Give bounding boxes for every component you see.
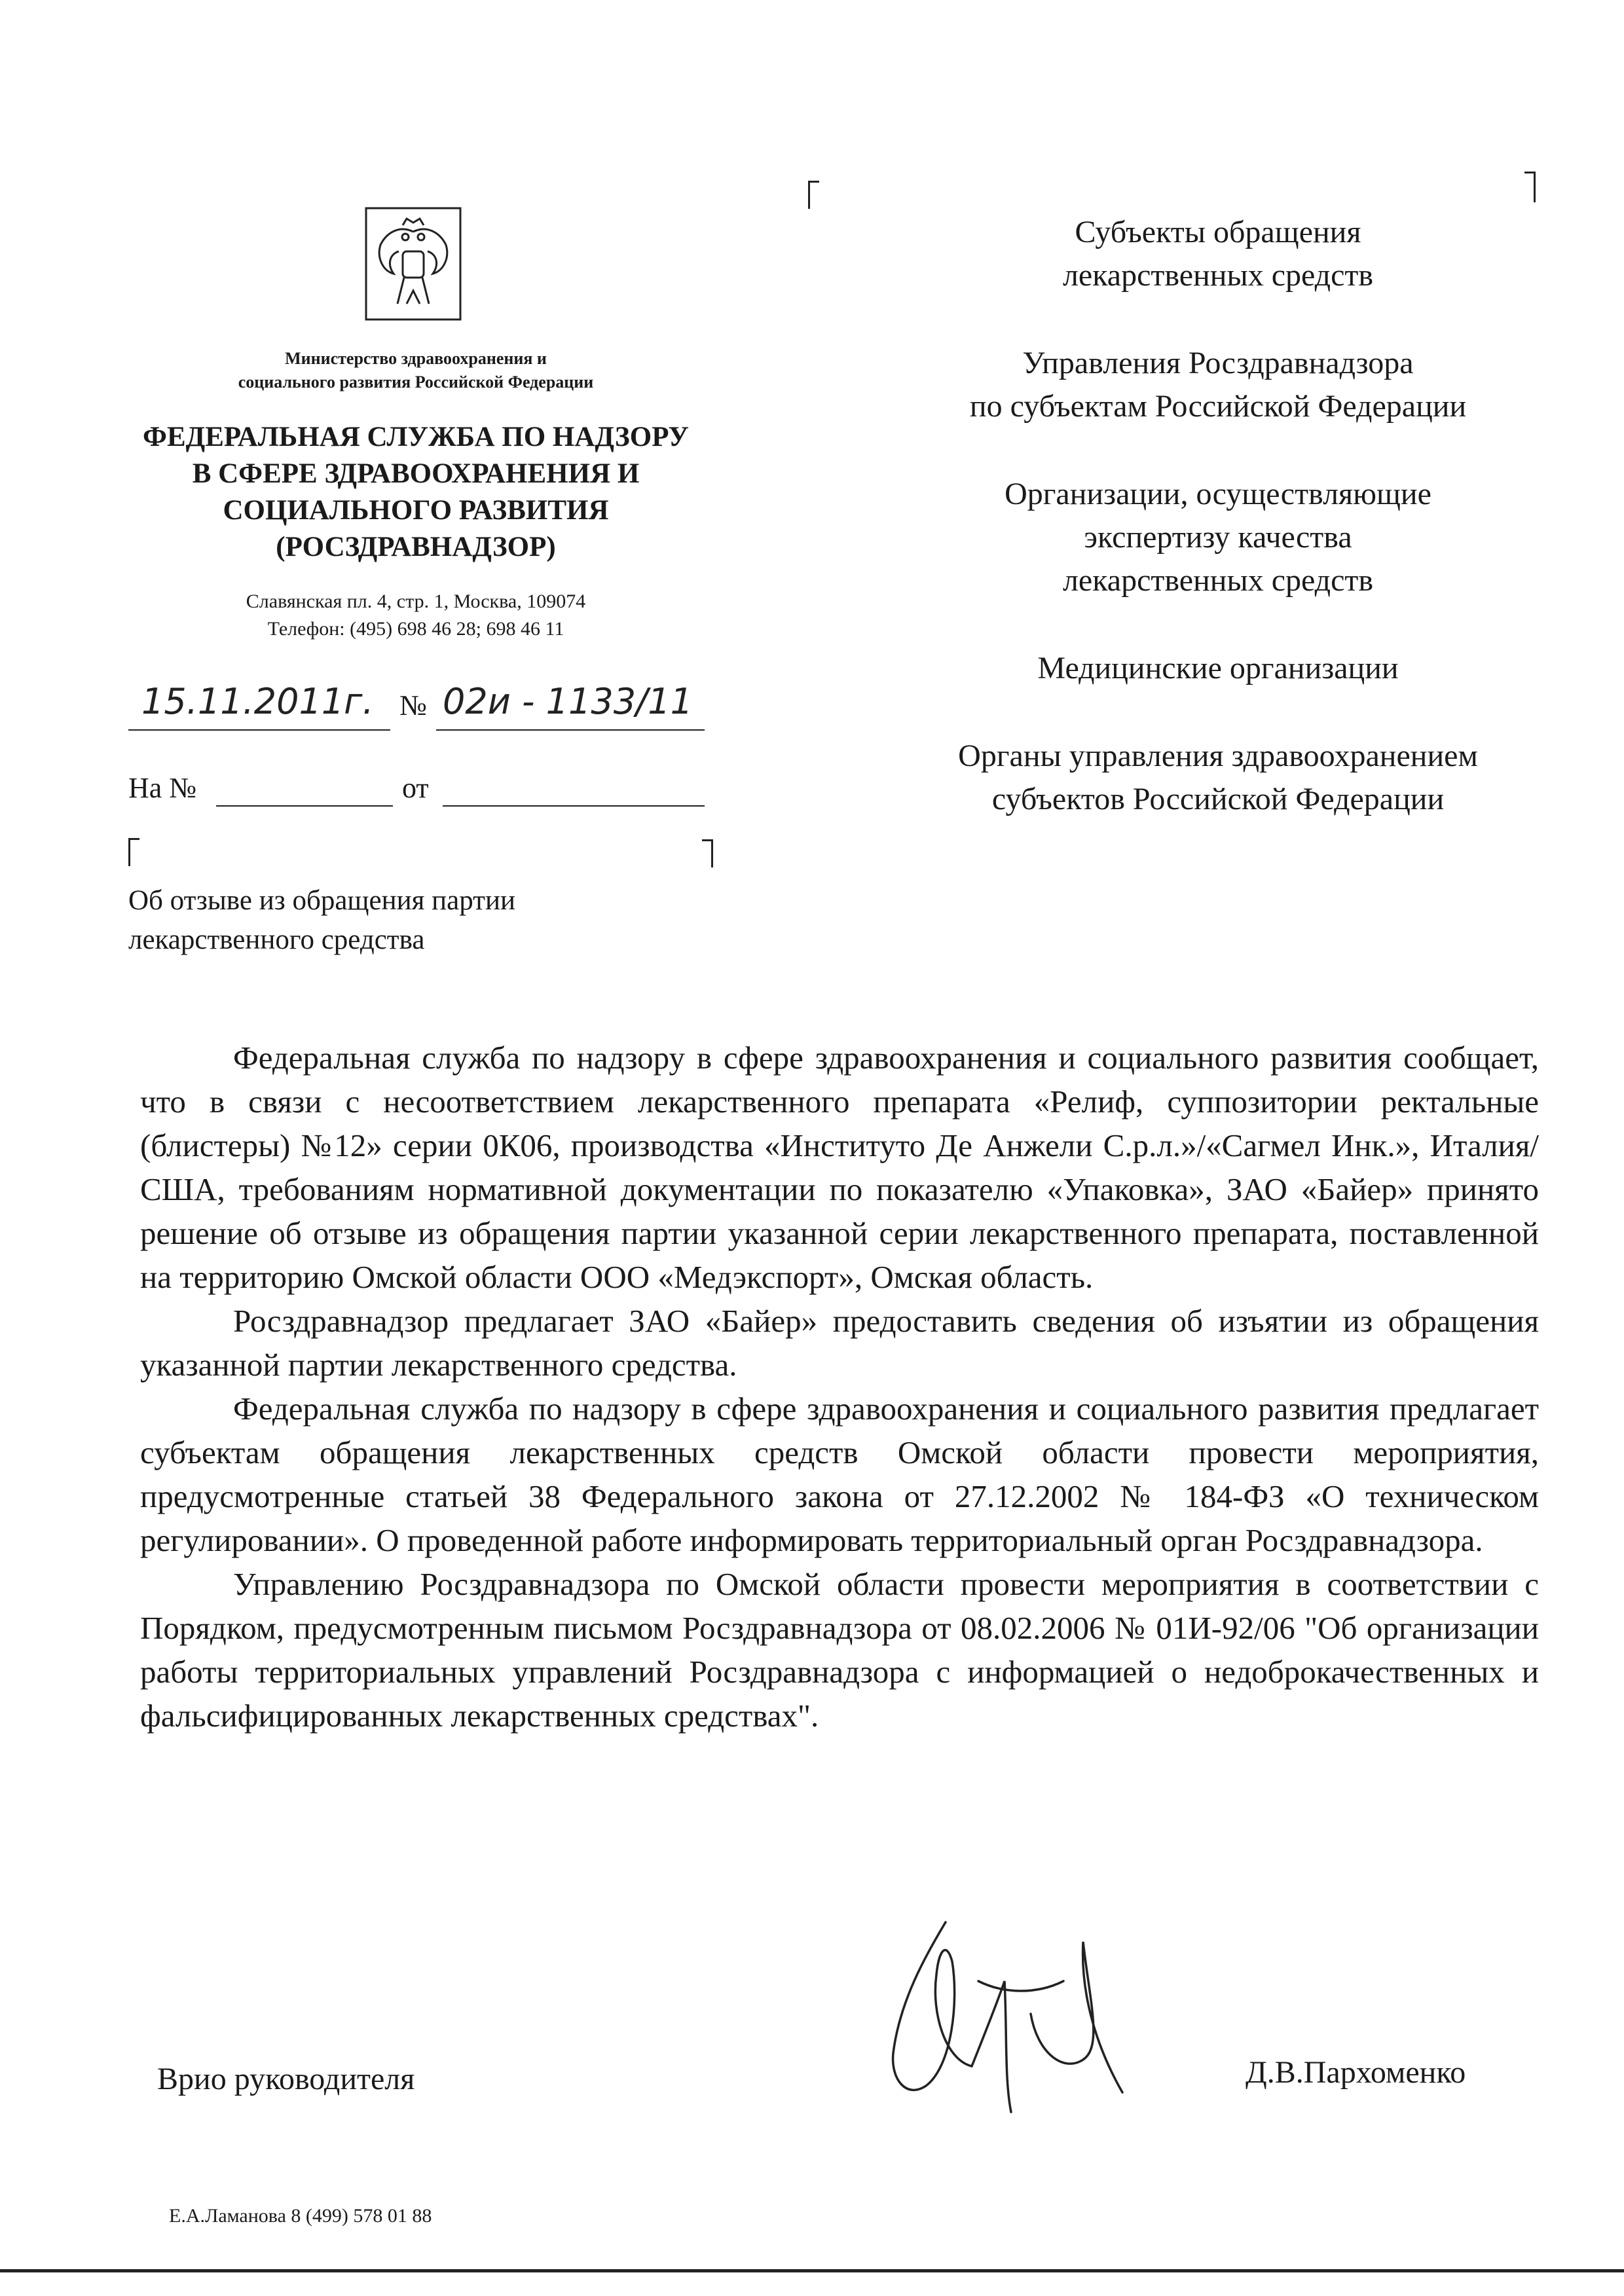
outgoing-number: 02и - 1133/11	[443, 681, 693, 722]
subject-line: Об отзыве из обращения партии	[128, 885, 515, 916]
body-paragraph: Федеральная служба по надзору в сфере здравоохранения и социального развития предлагает субъектам обращения лекарственных средств Омской области провести мероприятия, предусмотренные статьей 38 Федерального закона от 27.12.2002 № 184-ФЗ «О техническом регулировании». О проведенной работе информировать территориальный орган Росздравнадзора.	[140, 1391, 1539, 1558]
reply-number-label: На №	[128, 772, 197, 804]
recipient-line: лекарственных средств	[1062, 563, 1374, 598]
agency-line: В СФЕРЕ ЗДРАВООХРАНЕНИЯ И	[192, 458, 640, 489]
subject-line: лекарственного средства	[128, 924, 425, 955]
recipient-line: Организации, осуществляющие	[1005, 477, 1431, 511]
recipient-group	[877, 342, 1559, 428]
agency-line: (РОСЗДРАВНАДЗОР)	[276, 532, 556, 562]
recipient-line: экспертизу качества	[1084, 520, 1352, 555]
agency-name	[98, 419, 733, 566]
russian-coat-of-arms-icon	[361, 206, 466, 323]
recipient-group	[877, 473, 1559, 602]
ministry-line: социального развития Российской Федерации	[238, 373, 594, 392]
agency-line: ФЕДЕРАЛЬНАЯ СЛУЖБА ПО НАДЗОРУ	[143, 422, 689, 452]
phone-line: Телефон: (495) 698 46 28; 698 46 11	[267, 618, 564, 640]
recipient-group	[877, 211, 1559, 297]
date-underline	[128, 729, 390, 731]
recipients-bracket-left	[808, 181, 819, 209]
recipient-line: лекарственных средств	[1062, 258, 1374, 293]
recipient-line: субъектов Российской Федерации	[991, 782, 1445, 816]
body-paragraph: Росздравнадзор предлагает ЗАО «Байер» предоставить сведения об изъятии из обращения указанной партии лекарственного средства.	[140, 1303, 1539, 1383]
letter-body	[140, 1036, 1539, 1738]
recipient-group	[877, 735, 1559, 821]
body-paragraph: Управлению Росздравнадзора по Омской области провести мероприятия в соответствии с Порядком, предусмотренным письмом Росздравнадзора от 08.02.2006 № 01И-92/06 "Об организации работы территориальных управлений Росздравнадзора с информацией о недоброкачественных и фальсифицированных лекарственных средствах".	[140, 1566, 1539, 1734]
signatory-name: Д.В.Пархоменко	[1246, 2055, 1466, 2090]
address-line: Славянская пл. 4, стр. 1, Москва, 109074	[246, 591, 586, 612]
number-underline	[436, 729, 705, 731]
agency-address	[131, 588, 701, 643]
recipient-line: Управления Росздравнадзора	[1022, 346, 1414, 380]
ministry-line: Министерство здравоохранения и	[285, 349, 547, 368]
recipient-line: Органы управления здравоохранением	[958, 738, 1478, 773]
letter-subject	[128, 881, 705, 960]
ministry-name	[144, 347, 688, 394]
subject-bracket-right	[702, 839, 713, 867]
reply-from-label: от	[402, 772, 429, 804]
recipient-group	[877, 647, 1559, 690]
outgoing-date: 15.11.2011г.	[141, 681, 374, 722]
recipient-line: Субъекты обращения	[1075, 215, 1361, 249]
recipients-block	[877, 211, 1559, 866]
body-paragraph: Федеральная служба по надзору в сфере здравоохранения и социального развития сообщает, что в связи с несоответствием лекарственного препарата «Релиф, суппозитории ректальные (блистеры) №12» серии 0К06, производства «Институто Де Анжели С.р.л.»/«Сагмел Инк.», Италия/США, требованиям нормативной документации по показателю «Упаковка», ЗАО «Байер» принято решение об отзыве из обращения партии указанной серии лекарственного препарата, поставленной на территорию Омской области ООО «Медэкспорт», Омская область.	[140, 1040, 1539, 1295]
handwritten-signature	[874, 1903, 1149, 2125]
executor-contact: Е.А.Ламанова 8 (499) 578 01 88	[169, 2205, 432, 2227]
number-sign: №	[399, 689, 427, 721]
recipient-line: по субъектам Российской Федерации	[969, 389, 1467, 424]
subject-bracket-left	[128, 838, 139, 866]
recipients-bracket-right	[1524, 172, 1536, 202]
reply-number-blank	[216, 805, 393, 807]
agency-line: СОЦИАЛЬНОГО РАЗВИТИЯ	[223, 495, 609, 526]
outgoing-date-number	[128, 681, 705, 733]
page-bottom-rule	[0, 2269, 1624, 2272]
reply-date-blank	[443, 805, 705, 807]
reply-reference	[128, 771, 705, 811]
signatory-title: Врио руководителя	[157, 2062, 415, 2096]
recipient-line: Медицинские организации	[1037, 651, 1399, 685]
